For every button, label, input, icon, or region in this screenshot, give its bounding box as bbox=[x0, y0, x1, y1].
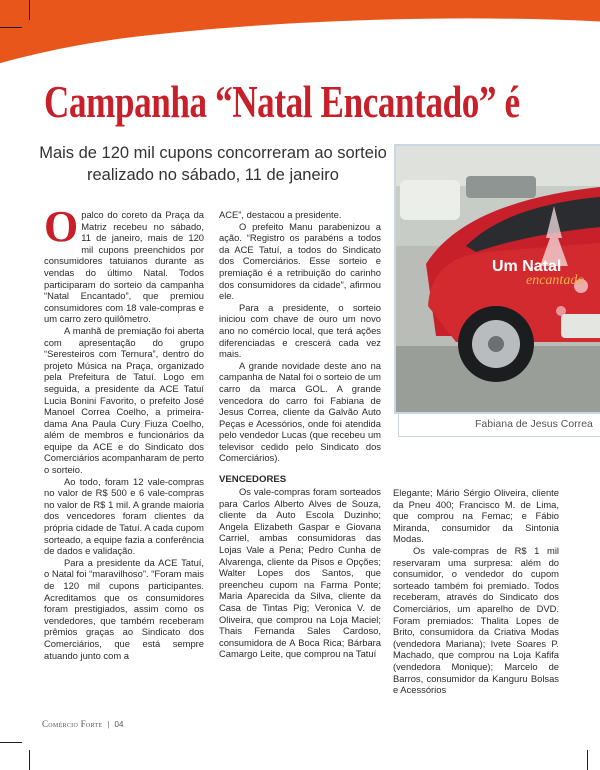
header-orange-band bbox=[0, 0, 600, 68]
winner-car-photo bbox=[394, 144, 600, 414]
article-column-1 bbox=[44, 202, 204, 661]
publication-name: Comércio Forte bbox=[42, 719, 103, 729]
crop-mark bbox=[0, 27, 22, 28]
section-heading: VENCEDORES bbox=[219, 474, 287, 486]
crop-mark bbox=[0, 742, 22, 743]
crop-mark bbox=[29, 0, 30, 20]
article-paragraph: Os vale-compras foram sorteados para Carlos Alberto Alves de Souza, cliente da Auto Escola Duzinho; Angela Elizabeth Gaspar e Giovana Carriel, ambas consumidoras das Lojas Vale a Pena; Pedro Cunha de Alvarenga, cliente da Pisos e Opções; Walter Lopes dos Santos, que preencheu cupom na Farma Ponte; Maria Aparecida da Silva, cliente da Casa de Tintas Pig; Veronica V. de Oliveira, que comprou na Loja Maciel; Thais Fernanda Sales Cardoso, consumidora de A Boca Rica; Bárbara Camargo Leite, que comprou na Tatuí bbox=[219, 486, 381, 660]
car-decal-script: encantado bbox=[526, 273, 585, 288]
article-paragraph: ACE”, destacou a presidente. bbox=[219, 209, 342, 220]
article-column-2 bbox=[219, 209, 381, 660]
article-paragraph: A grande novidade deste ano na campanha de Natal foi o sorteio de um carro da marca GOL. A grande vencedora do carro foi Fabiana de Jesus Correa, cliente da Galvão Auto Peças e Acessórios, onde foi atendida pelo vendedor Lucas (que recebeu um televisor cedido pelo Sindicato dos Comerciários). bbox=[219, 359, 381, 464]
car-decal-text: Um Natal bbox=[492, 258, 562, 275]
page-footer: Comércio Forte | 04 bbox=[42, 719, 124, 729]
article-paragraph: Ao todo, foram 12 vale-compras no valor de R$ 500 e 6 vale-compras no valor de R$ 1 mil. A grande maioria dos vencedores foram clientes da própria cidade de Tatuí. A cada cupom sorteado, a equipe fazia a conferência de dados e validação. bbox=[44, 475, 204, 557]
article-column-3 bbox=[393, 487, 559, 696]
article-paragraph: Elegante; Mário Sérgio Oliveira, cliente da Pneu 400; Francisco M. de Lima, que comprou na Femac; e Fábio Miranda, consumidor da Sintonia Modas. bbox=[393, 487, 559, 545]
article-headline: Campanha “Natal Encantado” é bbox=[44, 77, 520, 127]
photo-caption: Fabiana de Jesus Correa bbox=[398, 413, 600, 437]
drop-cap: O bbox=[44, 202, 79, 251]
crop-mark bbox=[587, 750, 588, 770]
article-paragraph: Os vale-compras de R$ 1 mil reservaram uma surpresa: além do consumidor, o vendedor do cupom sorteado também foi premiado. Todos receberam, através do Sindicato dos Comerciários, um aparelho de DVD. Foram premiados: Thalita Lopes de Brito, consumidora da Criativa Modas (vendedora Mariana); Ivete Soares P. Machado, que comprou na Loja Kafifa (vendedora Monique); Marcelo de Barros, consumidor da Kanguru Bolsas e Acessórios bbox=[393, 544, 559, 696]
crop-mark bbox=[29, 750, 30, 770]
article-paragraph: Para a presidente da ACE Tatuí, o Natal foi “maravilhoso”. “Foram mais de 120 mil cupons participantes. Acreditamos que os consumidores foram prestigiados, assim como os vendedores, que também receberam prêmios graças ao Sindicato dos Comerciários, que está sempre atuando junto com a bbox=[44, 556, 204, 661]
article-paragraph: O prefeito Manu parabenizou a ação. “Registro os parabéns a todos da ACE Tatuí, a todos do Sindicato dos Comerciários. Esse sorteio e premiação é a retribuição do carinho dos consumidores da cidade”, afirmou ele. bbox=[219, 220, 381, 302]
article-paragraph: A manhã de premiação foi aberta com apresentação do grupo “Seresteiros com Ternura”, dentro do projeto Música na Praça, organizado pela Prefeitura de Tatuí. Logo em seguida, a presidente da ACE Tatuí Lucia Bonini Favorito, o prefeito José Manoel Correa Coelho, a primeira-dama Ana Paula Cury Fiuza Coelho, além de membros e funcionários da equipe da ACE e do Sindicato dos Comerciários acompanharam de perto o sorteio. bbox=[44, 324, 204, 476]
article-paragraph: Para a presidente, o sorteio iniciou com chave de ouro um novo ano no comércio local, que terá ações diferenciadas e crescerá cada vez mais. bbox=[219, 301, 381, 360]
page-number: 04 bbox=[114, 720, 124, 729]
article-paragraph: Opalco do coreto da Praça da Matriz recebeu no sábado, 11 de janeiro, mais de 120 mil cupons preenchidos por consumidores tatuianos durante as vendas do último Natal. Todos participaram do sorteio da campanha “Natal Encantado”, que premiou consumidores com 18 vale-compras e um carro zero quilômetro. bbox=[44, 202, 204, 325]
article-subheadline: Mais de 120 mil cupons concorreram ao sorteio realizado no sábado, 11 de janeiro bbox=[39, 144, 387, 184]
